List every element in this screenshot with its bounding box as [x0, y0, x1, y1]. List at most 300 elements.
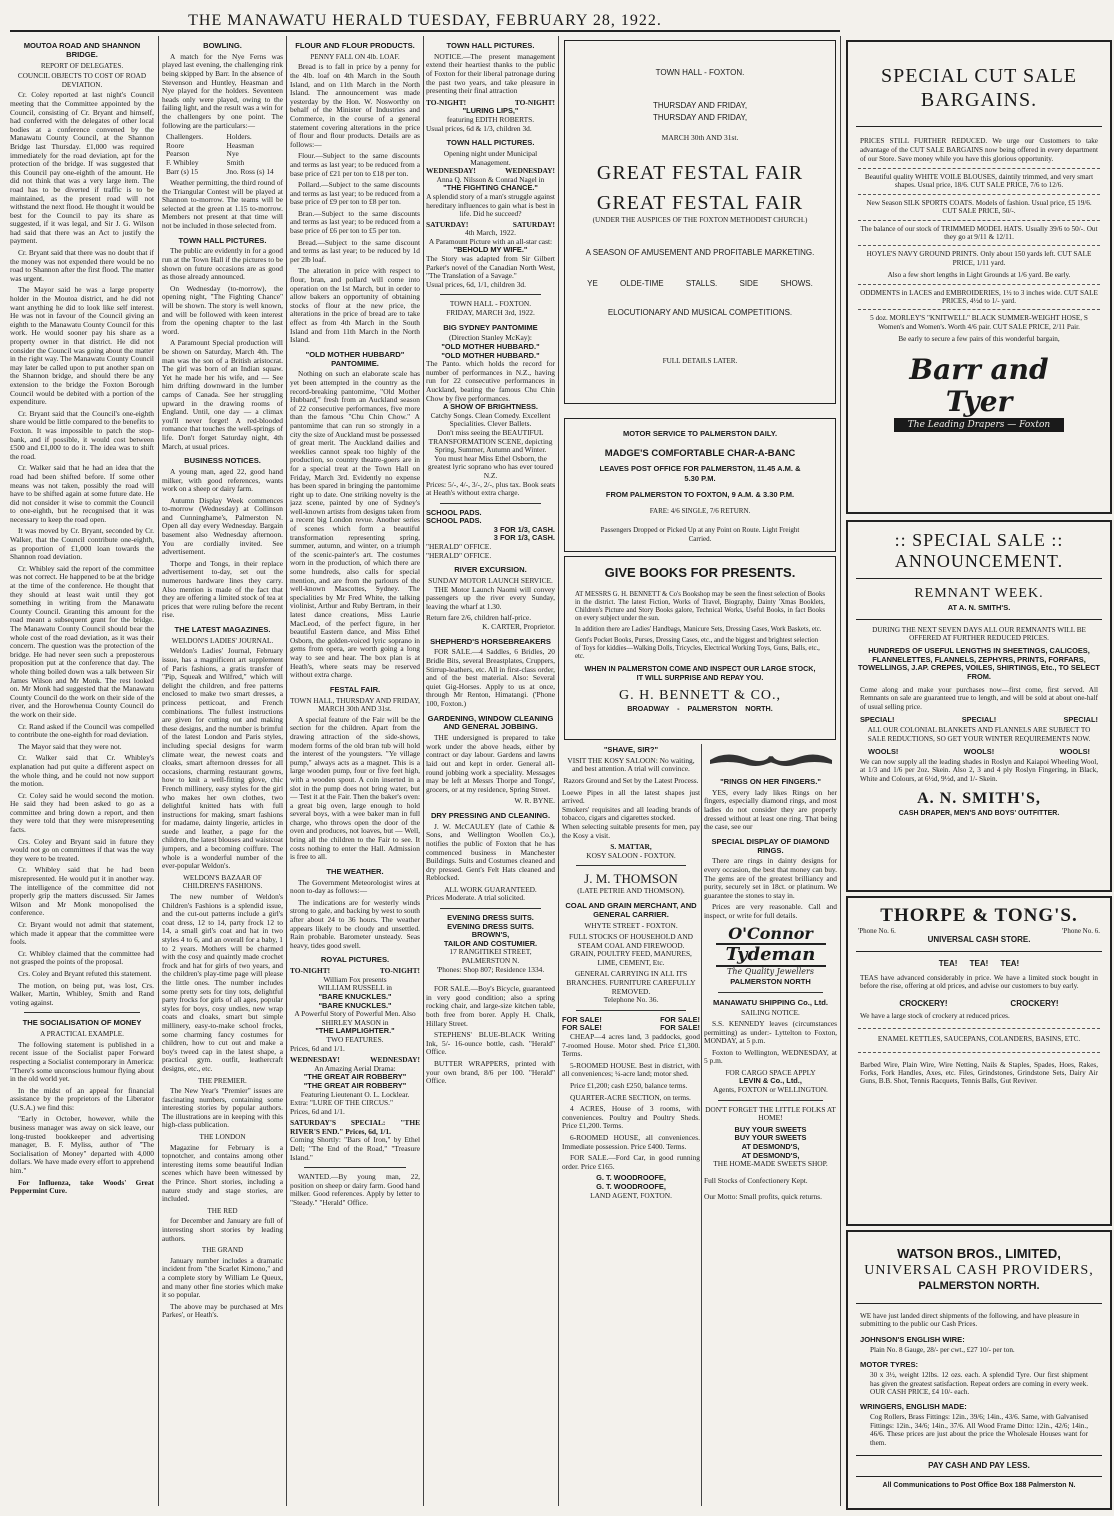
- headline: TOWN HALL PICTURES.: [446, 138, 535, 148]
- column-rule: [701, 744, 702, 1506]
- ad-line: All Communications to Post Office Box 188 Palmerston N.: [882, 1482, 1076, 1490]
- column-rule: [423, 36, 424, 1506]
- table-cell: Jno. Ross (s) 14: [226, 166, 274, 176]
- ad-line: LEAVES POST OFFICE FOR PALMERSTON, 11.45 A.M. & 5.30 P.M.: [599, 464, 801, 483]
- ad-text: CROCKERY!: [899, 998, 948, 1008]
- ad-title: UNIVERSAL CASH PROVIDERS,: [864, 1263, 1094, 1278]
- ad-line: Return fare 2/6, children half-price.: [426, 613, 532, 623]
- ad-line: K. CARTER, Proprietor.: [482, 622, 555, 632]
- divider: [576, 1010, 686, 1011]
- ad-line: WHYTE STREET - FOXTON.: [584, 920, 678, 930]
- ad-line: [858, 927, 1100, 935]
- ad-line: PAY CASH AND PAY LESS.: [928, 1461, 1030, 1471]
- paragraph: Cr. Coley said he would second the motion. He said they had been asked to go as a committee and bring down a report, and then they were told that they were misrepresenting facts.: [10, 790, 154, 835]
- ad-line: Opening night under Municipal Management.: [443, 148, 538, 167]
- divider: [576, 865, 686, 866]
- ad-line: MOTOR SERVICE TO PALMERSTON DAILY.: [622, 429, 778, 438]
- watson-bros-ad: [846, 1230, 1112, 1510]
- paragraph: DURING THE NEXT SEVEN DAYS ALL OUR REMNANTS WILL BE OFFERED AT FURTHER REDUCED PRICES.: [872, 626, 1086, 643]
- headline: THE SOCIALISATION OF MONEY: [22, 1018, 142, 1028]
- ad-line: SATURDAY'S SPECIAL: "THE RIVER'S END." Prices, 6d, 1/1.: [290, 1118, 420, 1136]
- books-ad: [564, 556, 836, 740]
- headline: TOWN HALL PICTURES.: [446, 41, 535, 50]
- paragraph: Cr. Rand asked if the Council was compelled to contribute the one-eighth for road deviation.: [10, 721, 154, 740]
- subhead: THE PREMIER.: [198, 1076, 247, 1085]
- paragraph: PRICES STILL FURTHER REDUCED. We urge our Customers to take advantage of the CUT SALE BARGAINS now being offered in every department of our Store. Save money while you have this glorious opportunity.: [860, 137, 1098, 163]
- table-cell: Pearson: [166, 149, 190, 159]
- divider: [440, 503, 541, 504]
- ad-line: THURSDAY AND FRIDAY,: [652, 101, 748, 110]
- paragraph: Plain No. 8 Gauge, 28/- per cwt., £27 10/- per ton.: [870, 1345, 1015, 1354]
- divider: [440, 979, 541, 980]
- paragraph: HOYLE'S NAVY GROUND PRINTS. Only about 150 yards left. CUT SALE PRICE, 1/11 yard.: [866, 250, 1092, 267]
- an-smith-ad: [846, 520, 1112, 892]
- paragraph: We can now supply all the leading shades in Roslyn and Kaiapoi Wheeling Wool, at 1/3 and 1/6 per 2oz. Skein. Also 2, 3 and 4 ply Roslyn Fingering, in Black, White and Colours, at 6½d, 9½d, and 1/- Skein.: [860, 758, 1098, 783]
- ad-line: BUY YOUR SWEETS: [734, 1133, 807, 1143]
- ad-line: Agents, FOXTON or WELLINGTON.: [713, 1085, 828, 1095]
- divider: [304, 1167, 406, 1168]
- paragraph: The balance of our stock of TRIMMED MODEL HATS. Usually 39/6 to 50/-. Out they go at 9/11 & 12/11.: [860, 224, 1098, 242]
- paragraph: FOR SALE.—Boy's Bicycle, guaranteed in very good condition; also a spring rocking chair, and large-size kitchen table, both free from borer. Apply H. Chalk, Hillary Street.: [426, 984, 555, 1028]
- ad-title: REMNANT WEEK.: [914, 586, 1044, 601]
- ad-title: SPECIAL CUT SALE: [880, 65, 1078, 87]
- paragraph: "Early in October, however, while the business manager was away on sick leave, our long-trusted bookkeeper and advertising manager, B. F. Myliss, author of "The Socialisation of Money" departed with 4,000 dollars. We have made every effort to apprehend him.": [10, 1114, 154, 1176]
- paragraph: HUNDREDS OF USEFUL LENGTHS IN SHEETINGS, CALICOES, FLANNELETTES, FLANNELS, ZEPHYRS, PRINTS, FORFARS, TOWELLINGS, J.AP. CREPES, VOILES, SHIRTINGS, Etc., TO SELECT FROM.: [858, 645, 1100, 682]
- paragraph: FOR SALE.—4 Saddles, 6 Bridles, 20 Bridle Bits, several Breastplates, Cruppers, Stirrup-leathers, etc. All in first-class order, and of the best material. Also: Several quiet Gig-Horses. Apply to us at once, through Mr Renton, Himatangi. ('Phone 100, Foxton.): [426, 647, 555, 708]
- ad-title: G. H. BENNETT & CO.,: [618, 688, 782, 704]
- paragraph: Cr. Walker said that Cr. Whibley's explanation had put quite a different aspect on the whole thing, and he could not now support the motion.: [10, 753, 154, 789]
- paragraph: Cr. Bryant said that the Council's one-eighth share would be little compared to the benefits to Foxton. It was impossible to patch the stop-bank, and if possible, it would cost between £500 and £1,000 to do it. The idea was to shift the road.: [10, 408, 154, 461]
- ad-title: PALMERSTON NORTH.: [918, 1280, 1040, 1292]
- logo-text: O'Connor: [728, 923, 813, 943]
- divider: [718, 1100, 823, 1101]
- divider: [858, 220, 1100, 221]
- ad-text: WEDNESDAY!: [290, 1055, 340, 1065]
- paragraph: YES, every lady likes Rings on her fingers, especially diamond rings, and most ladies do not consider they are properly dressed without at least one ring. That being the case, see our: [704, 787, 837, 832]
- paragraph: ENAMEL KETTLES, SAUCEPANS, COLANDERS, BASINS, ETC.: [877, 1035, 1081, 1044]
- ad-line: An Amazing Aerial Drama:: [314, 1063, 396, 1073]
- ad-text: 'Phone No. 6.: [858, 927, 896, 935]
- paragraph: Cr. Bryant said that there was no doubt that if the money was not expended there would be no road to Shannon after the first flood. The matter was urgent.: [10, 248, 154, 283]
- paragraph: A young man, aged 22, good hand milker, with good references, wants work on a sheep or dairy farm.: [162, 466, 283, 494]
- headline: THE WEATHER.: [326, 866, 384, 876]
- ad-text: FOR SALE!: [660, 1014, 700, 1024]
- paragraph: 5 doz. MORLEY'S "KNITWELL" BLACK SUMMER-WEIGHT HOSE, S Women's and Women's. Worth 4/6 pair. CUT SALE PRICE, 2/11 Pair.: [870, 314, 1088, 331]
- table-cell: Heasman: [226, 140, 254, 150]
- oconnor-tydeman-logo: [716, 925, 826, 987]
- paragraph: Flour.—Subject to the same discounts and terms as last year; to be reduced from a base price of £21 per ton to £18 per ton.: [290, 151, 420, 178]
- table-cell: Barr (s) 15: [166, 166, 199, 176]
- paragraph: On Wednesday (to-morrow), the opening night, "The Fighting Chance" will be shown. The story is well known, and will be followed with keen interest from the opening chapter to the last word.: [162, 283, 283, 336]
- paragraph: CHEAP—4 acres land, 3 paddocks, good 7-roomed House. Motor shed. Price £1,300. Terms.: [562, 1032, 700, 1059]
- ad-line: GENERAL CARRYING IN ALL ITS BRANCHES. FURNITURE CAREFULLY REMOVED.: [566, 969, 696, 996]
- paragraph: For Influenza, take Woods' Great Peppermint Cure.: [10, 1177, 154, 1196]
- barr-tyer-ad: [846, 40, 1112, 514]
- ad-text: WEDNESDAY!: [505, 166, 555, 176]
- ad-line: You must hear Miss Ethel Osborn, the greatest lyric soprano who has ever toured N.Z.: [427, 453, 554, 480]
- ad-line: KOSY SALOON - FOXTON.: [586, 850, 676, 860]
- headline: BUSINESS NOTICES.: [184, 456, 261, 466]
- ad-line: BUY YOUR SWEETS: [734, 1124, 807, 1134]
- ad-line: The Panto. which holds the record for number of performances in N.Z., having run for 22 consecutive performances in Auckland, beating the famous Chu Chin Chow by five performances.: [426, 359, 555, 403]
- paragraph: The public are evidently in for a good run at the Town Hall if the pictures to be shown on future occasions are as good as those already announced.: [162, 246, 283, 282]
- ad-line: "HERALD" OFFICE.: [426, 542, 492, 552]
- ad-line: TOWN HALL - FOXTON.: [655, 68, 745, 77]
- logo-text: Tydeman: [716, 943, 826, 967]
- paragraph: Autumn Display Week commences to-morrow (Wednesday) at Collinson and Cunninghame's, Palmerston N. Open all day every Wednesday. Bargain basement also Wednesday afternoon. You are cordially invited. See advertisement.: [162, 495, 283, 557]
- ad-line: A SEASON OF AMUSEMENT AND PROFITABLE MARKETING.: [585, 248, 815, 257]
- paragraph: for December and January are full of interesting short stories by leading authors.: [162, 1216, 283, 1243]
- paragraph: There are rings in dainty designs for every occasion, the best that money can buy. The gems are of the greatest brilliancy and purity, securely set in 18ct. or platinum. We guarantee the stones to stay in.: [704, 856, 837, 900]
- motor-service-ad: [564, 418, 836, 552]
- headline: SHEPHERD'S HORSEBREAKERS: [430, 636, 551, 646]
- ad-line: EVENING DRESS SUITS.: [447, 913, 534, 923]
- ad-text: SPECIAL!: [860, 715, 895, 725]
- headline: ROYAL PICTURES.: [320, 955, 390, 965]
- paragraph: Cr. Whibley said that he had been misrepresented. He would put it in another way. The intelligence of the committee did not properly grip the matters discussed. Sir James Wilson and Mr Monk monopolised the conference.: [10, 865, 154, 918]
- paragraph: We have a large stock of crockery at reduced prices.: [860, 1011, 1010, 1020]
- ad-line: AT A. N. SMITH'S.: [947, 603, 1011, 612]
- ad-line: Razors Ground and Set by the Latest Process.: [563, 775, 699, 785]
- logo-text: The Leading Drapers — Foxton: [894, 418, 1064, 432]
- ad-line: [860, 715, 1098, 724]
- paragraph: 6-ROOMED HOUSE, all conveniences. Immediate possession. Price £400. Terms.: [562, 1132, 700, 1151]
- paragraph: THE Motor Launch Naomi will convey passengers up the river every Sunday, leaving the wharf at 1.30.: [426, 584, 555, 611]
- ad-line: Loewe Pipes in all the latest shapes just arrived.: [562, 787, 700, 806]
- headline: FESTAL FAIR.: [329, 684, 381, 694]
- ad-text: TO-NIGHT!: [514, 97, 555, 107]
- subhead: WELDON'S LADIES' JOURNAL.: [171, 636, 274, 645]
- ad-text: FOR SALE!: [562, 1023, 602, 1033]
- ad-line: FROM PALMERSTON TO FOXTON, 9 A.M. & 3.30 P.M.: [605, 490, 795, 499]
- paragraph: AT MESSRS G. H. BENNETT & Co's Bookshop may be seen the finest selection of Books in the district. The latest Fiction, Works of Travel, Biography, Dainty 'Xmas Booklets, Children's Picture and Story Books galore, Technical Works, Useful Books, in fact Books on every subject under the sun.: [575, 591, 825, 622]
- column-rule: [286, 36, 287, 1506]
- ad-text: SATURDAY!: [512, 219, 555, 229]
- ad-text: SPECIAL!: [1063, 715, 1098, 725]
- ad-text: TO-NIGHT!: [379, 966, 420, 976]
- column-1: [10, 36, 154, 1506]
- ad-title: MADGE'S COMFORTABLE CHAR-A-BANC: [604, 448, 796, 459]
- paragraph: ODDMENTS in LACES and EMBROIDERIES, 1½ to 3 inches wide. CUT SALE PRICES, 4½d to 1/- yard.: [860, 288, 1098, 306]
- paragraph: Bread is to fall in price by a penny for the 4lb. loaf on 4th March in the South Island, and on 11th March in the North Island. The announcement was made yesterday by the Hon. W. Nosworthy on behalf of the Minister of Industries and Commerce, in the course of a general statement covering alterations in the price of flour and flour products. Details are as follows:—: [290, 62, 420, 149]
- ad-line: Featuring Lieutenant O. L. Locklear.: [300, 1089, 410, 1099]
- ad-title: ANNOUNCEMENT.: [894, 551, 1064, 571]
- ad-line: "THE GREAT AIR ROBBERY": [303, 1072, 407, 1082]
- paragraph: Bran.—Subject to the same discounts and terms as last year; to be reduced from a base price of £6 per ton to £5 per ton.: [290, 208, 420, 236]
- paragraph: WHEN IN PALMERSTON COME AND INSPECT OUR LARGE STOCK, IT WILL SURPRISE AND REPAY YOU.: [584, 664, 816, 682]
- divider: [858, 194, 1100, 195]
- ad-line: "BARE KNUCKLES.": [318, 991, 392, 1001]
- column-rule: [558, 36, 559, 1506]
- ad-line: AT DESMOND'S,: [741, 1150, 800, 1160]
- table-cell: F. Whibley: [166, 157, 199, 167]
- paragraph: Price £1,200; cash £250, balance terms.: [570, 1081, 688, 1091]
- paragraph: 5-ROOMED HOUSE. Best in district, with all conveniences; ¼-acre land; motor shed.: [562, 1060, 700, 1079]
- column-rule: [158, 36, 159, 1506]
- paragraph: New Season SILK SPORTS COATS. Models of fashion. Usual price, £5 19/6. CUT SALE PRICE, 50/-.: [866, 198, 1092, 216]
- paragraph: 4 ACRES, House of 3 rooms, with conveniences. Poultry and Poultry Sheds. Price £1,200. Terms.: [562, 1104, 700, 1131]
- paragraph: 30 x 3½, weight 12lbs. 12 ozs. each. A splendid Tyre. Our first shipment has given the greatest satisfaction. Repeat orders are coming in every week. OUR CASH PRICE, £4 10/- each.: [870, 1371, 1088, 1397]
- ad-line: 4th March, 1922.: [465, 228, 516, 238]
- ad-line: LAND AGENT, FOXTON.: [590, 1190, 672, 1200]
- headline: BOWLING.: [203, 41, 242, 50]
- ad-line: MOTOR TYRES:: [860, 1360, 919, 1370]
- ad-line: THURSDAY AND FRIDAY,: [652, 113, 748, 122]
- table-cell: Smith: [226, 157, 245, 167]
- headline: "RINGS ON HER FINGERS.": [720, 777, 821, 786]
- paragraph: Prices are very reasonable. Call and inspect, or write for full details.: [704, 902, 837, 920]
- paragraph: The alteration in price with respect to flour, bran, and pollard will come into operation on the 1st March, but in order to allow bakers an opportunity of obtaining stocks of flour at the new price, the alterations in the price of bread are to take effect as from 4th March in the South Island and from 11th March in the North Island.: [290, 266, 420, 345]
- ad-title: WATSON BROS., LIMITED,: [897, 1246, 1061, 1261]
- paragraph: The Mayor said he was a large property holder in the Moutoa district, and he did not want anything he did to look like self interest. He was not in favour of the Council giving an eighth to the Manawatu County Council for this work. He would sooner pay his share as a property owner in that district. He did not consider the Council was going about the matter in the right way. The Manawatu County Council may later be called upon to put another span on the Shannon bridge, and should there be any extension to the bridge the Foxton Borough Council would be debited with a portion of the expenditure.: [10, 285, 154, 407]
- ad-line: JOHNSON'S ENGLISH WIRE:: [860, 1334, 965, 1344]
- paragraph: Pollard.—Subject to the same discounts and terms as last year; to be reduced from a base price of £9 per ton to £8 per ton.: [290, 180, 420, 207]
- divider: [858, 1028, 1100, 1029]
- ad-line: William Fox presents: [323, 974, 387, 984]
- paragraph: The New Year's "Premier" issues are fascinating numbers, containing some interesting stories by popular authors. The illustrations are in keeping with this high-class publication.: [162, 1086, 283, 1130]
- paragraph: QUARTER-ACRE SECTION, on terms.: [570, 1092, 691, 1102]
- column-4: [426, 36, 555, 1506]
- ad-line: Full Stocks of Confectionery Kept.: [704, 1175, 808, 1185]
- ad-text: FOR SALE!: [562, 1014, 602, 1024]
- paragraph: Be early to secure a few pairs of this wonderful bargain,: [898, 335, 1060, 344]
- subhead: WELDON'S BAZAAR OF CHILDREN'S FASHIONS.: [182, 873, 263, 891]
- ad-line: THE HOME-MADE SWEETS SHOP.: [713, 1159, 828, 1169]
- ad-text: 'Phone No. 6.: [1062, 927, 1100, 935]
- ad-line: BROWN'S,: [471, 930, 510, 940]
- paragraph: STEPHENS' BLUE-BLACK Writing Ink, 5/- 16-ounce bottle, cash. "Herald" Office.: [426, 1030, 555, 1057]
- logo-text: PALMERSTON NORTH: [730, 976, 811, 986]
- paragraph: The motion, on being put, was lost, Crs. Walker, Martin, Whibley, Smith and Rand voting against.: [10, 980, 154, 1007]
- paragraph: Cr. Bryant would not admit that statement, which made it appear that the committee were fools.: [10, 920, 154, 947]
- table-cell: Challengers.: [166, 132, 204, 142]
- ad-title: GREAT FESTAL FAIR: [596, 192, 804, 214]
- ad-line: BROADWAY - PALMERSTON NORTH.: [627, 704, 773, 714]
- ad-line: Anna Q. Nilsson & Conrad Nagel in: [436, 174, 545, 184]
- ad-line: [868, 747, 1090, 756]
- ad-line: Telephone No. 36.: [603, 995, 659, 1005]
- ad-line: Our Motto: Small profits, quick returns.: [704, 1192, 823, 1202]
- headline: "SHAVE, SIR?": [603, 745, 659, 754]
- hand-rings-icon: [706, 746, 836, 772]
- ad-line: UNIVERSAL CASH STORE.: [927, 935, 1031, 944]
- ad-line: "BEHOLD MY WIFE.": [453, 245, 528, 255]
- ad-text: WEDNESDAY!: [370, 1055, 420, 1065]
- headline: TOWN HALL PICTURES.: [178, 235, 267, 245]
- ad-line: A SHOW OF BRIGHTNESS.: [443, 402, 538, 412]
- ad-line: "LURING LIPS,": [462, 106, 519, 116]
- subhead: THE RED: [207, 1206, 238, 1215]
- ad-line: The Story was adapted from Sir Gilbert Parker's novel of the Canadian North West, "The Translation of a Savage.": [426, 254, 555, 281]
- ad-line: Smokers' requisites and all leading brands of tobacco, cigars and cigarettes stocked.: [562, 804, 700, 823]
- ad-line: FULL STOCKS OF HOUSEHOLD AND STEAM COAL AND FIREWOOD.: [568, 932, 693, 950]
- ad-line: W. R. BYNE.: [514, 796, 555, 806]
- ad-line: Extra: "LURE OF THE CIRCUS.": [290, 1098, 394, 1108]
- ad-line: When selecting suitable presents for men, pay the Kosy a visit.: [562, 821, 700, 840]
- paragraph: WANTED.—By young man, 22, position on sheep or dairy farm. Good hand milker. Good references. Apply by letter to "Steady." "Herald" Office.: [290, 1172, 420, 1208]
- paragraph: ALL OUR COLONIAL BLANKETS AND FLANNELS ARE SUBJECT TO SALE REDUCTIONS, SO GET YOUR WINTER REQUIREMENTS NOW.: [867, 726, 1091, 743]
- ad-line: FRIDAY, MARCH 3rd, 1922.: [446, 308, 535, 318]
- paragraph: Cr. Walker said that he had an idea that the road had been shifted before. If some other means was not taken, possibly the road will have to be shifted again at some future date. He did not consider it wise to commit the Council to one-eighth, but he recognised that it was necessary to keep the road open.: [10, 463, 154, 524]
- paragraph: NOTICE.—The present management extend their heartiest thanks to the public of Foxton for their liberal patronage during the past two years, and take pleasure in presenting their final attraction: [426, 51, 555, 96]
- headline: THE LATEST MAGAZINES.: [174, 625, 271, 635]
- divider: [440, 908, 541, 909]
- paragraph: S.S. KENNEDY leaves (circumstances permitting) as under:- Lyttelton to Foxton, MONDAY, at 5 p.m.: [704, 1018, 837, 1046]
- ad-line: "BARE KNUCKLES.": [318, 1000, 392, 1010]
- divider: [24, 1012, 140, 1013]
- paragraph: Barbed Wire, Plain Wire, Wire Netting, Nails & Staples, Spades, Hoes, Rakes, Forks, Fork Handles, Axes, etc. Files, Grindstones, Grindstone Sets, Dairy Air Guns, B.B. Shot, Tennis Racquets, Tennis Balls, Gut Reviver.: [860, 1060, 1098, 1086]
- ad-line: ELOCUTIONARY AND MUSICAL COMPETITIONS.: [607, 308, 793, 317]
- table-cell: Roore: [166, 140, 185, 150]
- paragraph: The indications are for westerly winds strong to gale, and backing by west to south after about 24 to 36 hours. The weather appears likely to be cloudy and unsettled. Rain probable. Barometer unsteady. Seas heavy, tides good swell.: [290, 897, 420, 950]
- ad-line: "THE FIGHTING CHANCE.": [443, 183, 538, 193]
- paragraph: The Mayor said that they were not.: [18, 741, 122, 751]
- ad-line: "THE GREAT AIR ROBBERY": [303, 1080, 407, 1090]
- ad-line: LEVIN & Co., Ltd.,: [739, 1076, 802, 1086]
- ad-line: Prices, 6d and 1/1.: [290, 1043, 345, 1053]
- ad-title: GIVE BOOKS FOR PRESENTS.: [604, 565, 796, 580]
- ad-line: 3 FOR 1/3, CASH.: [493, 533, 555, 543]
- subhead: TOWN HALL, THURSDAY AND FRIDAY, MARCH 30th AND 31st.: [290, 696, 420, 714]
- paragraph: In addition there are Ladies' Handbags, Manicure Sets, Dressing Cases, Work Baskets, etc.: [575, 626, 822, 633]
- table-cell: Nye: [226, 149, 239, 159]
- ad-text: SPECIAL!: [961, 715, 997, 725]
- ad-line: "THE LAMPLIGHTER.": [315, 1026, 395, 1036]
- thorpe-tongs-ad: [846, 896, 1112, 1226]
- ad-text: TO-NIGHT!: [290, 966, 331, 976]
- paragraph: Cr. Coley reported at last night's Council meeting that the Committee appointed by the Council, consisting of Cr. Bryant and himself, had conferred with the delegates of other local bodies at a conference convened by the Manawatu County Council, at the Shannon Bridge last Thursday. £1,000 was required immediately for the road deviation, apt for the protection of the bridge. If was suggested that this Council pay one-eighth of the amount. He did not think that was a very large item. The road has to be diverted if traffic is to be maintained, as the present road will not withstand the next flood. He thought it would be best for the Council to pay its share as suggested, if it was legal, and Sir J. G. Wilson had said that there was an Act to justify the payment.: [10, 90, 154, 246]
- ad-text: WEDNESDAY!: [426, 166, 476, 176]
- ad-text: WOOLS!: [868, 747, 899, 757]
- ad-line: Prices Moderate. A trial solicited.: [426, 893, 525, 903]
- ad-line: "OLD MOTHER HUBBARD.": [441, 342, 540, 352]
- ad-line: GRAIN, POULTRY FEED, MANURES, LIME, CEMENT, Etc.: [570, 949, 692, 967]
- ad-line: A Paramount Picture with an all-star cast:: [428, 236, 553, 246]
- ad-line: YE OLDE-TIME STALLS. SIDE SHOWS.: [587, 279, 813, 288]
- paragraph: Cr. Whibley said the report of the committee was not correct. He happened to be at the bridge at the time of the conference. He thought that they should at least wait until they got something in writing from the Manawatu County Council. Granting this amount for the road meant a subsequent grant for the bridge. The Manawatu County Council should bear the whole cost of the road deviation, as it was their concern. The question was the protection of the bridge. He had never seen such a preposterous proposition put at the conference that day. The whole thing boiled down was a talk between Sir James Wilson and Mr Monk. The rest looked on. Mr Monk had suggested that the Manawatu County Council do the work on their side of the river, and the Horowhenua County Council do the work on their side.: [10, 563, 154, 719]
- ad-line: A Powerful Story of Powerful Men. Also SHIRLEY MASON in: [294, 1009, 416, 1027]
- ad-line: "HERALD" OFFICE.: [426, 550, 492, 560]
- headline: FLOUR AND FLOUR PRODUCTS.: [295, 41, 415, 50]
- ad-line: FARE: 4/6 SINGLE, 7/6 RETURN.: [649, 507, 751, 515]
- ad-line: Prices: 5/-, 4/-, 3/-, 2/-, plus tax. Book seats at Heath's without extra charge.: [426, 479, 555, 498]
- headline: MANAWATU SHIPPING Co., Ltd.: [712, 997, 829, 1007]
- headline: BIG SYDNEY PANTOMIME: [443, 322, 538, 332]
- ad-line: Coming Shortly: "Bars of Iron," by Ethel Dell; "The End of the Road," "Treasure Island.": [290, 1135, 420, 1162]
- paragraph: FOR SALE.—Ford Car, in good running order. Price £165.: [562, 1153, 700, 1171]
- ad-line: TWO FEATURES.: [326, 1034, 384, 1044]
- ad-line: FOR CARGO SPACE APPLY: [725, 1067, 816, 1077]
- ad-line: Prices, 6d and 1/1.: [290, 1106, 345, 1116]
- paragraph: Also a few short lengths in Light Grounds at 1/6 yard. Be early.: [887, 271, 1071, 280]
- column-3: [290, 36, 420, 1506]
- ad-title: BARGAINS.: [920, 89, 1038, 111]
- ad-text: CROCKERY!: [1010, 998, 1059, 1008]
- ad-line: (UNDER THE AUSPICES OF THE FOXTON METHODIST CHURCH.): [592, 216, 808, 224]
- ad-line: (LATE PETRIE AND THOMSON).: [577, 886, 685, 896]
- ad-title: :: SPECIAL SALE ::: [894, 530, 1064, 550]
- ad-line: SCHOOL PADS.: [426, 516, 482, 526]
- bowling-table: [166, 133, 283, 176]
- paragraph: A Paramount Special production will be shown on Saturday, March 4th. The man was the son of a British aristocrat. The girl was born of an Indian squaw. Yet he made her his wife, and — See him drifting downward in the lumber camps of Canada. See her struggling upward in the drawing rooms of England. Until, one day — a climax you'll never forget! A red-blooded romance that touches the well-springs of life. Don't forget Saturday night, 4th March, at usual prices.: [162, 338, 283, 451]
- paragraph: January number includes a dramatic incident from "the Scarlet Kimono," and a complete story by William Le Queux, and many other fine stories which make it so popular.: [162, 1255, 283, 1300]
- paragraph: Foxton to Wellington, WEDNESDAY, at 5 p.m.: [704, 1047, 837, 1066]
- ad-line: 'Phones: Shop 807; Residence 1334.: [436, 964, 545, 974]
- ad-line: Passengers Dropped or Picked Up at any Point on Route. Light Freight Carried.: [600, 526, 800, 543]
- paragraph: In the midst of an appeal for financial assistance by the proprietors of the Liberator (U.S.A.) we find this:: [10, 1085, 154, 1112]
- ad-line: ALL WORK GUARANTEED.: [444, 884, 537, 894]
- ad-line: FULL DETAILS LATER.: [662, 357, 738, 365]
- paragraph: Cr. Whibley claimed that the committee had not grasped the points of the proposal.: [10, 948, 154, 967]
- paragraph: Gent's Pocket Books, Purses, Dressing Cases, etc., and the biggest and brightest selection of Toys for kiddies—Walking Dolls, Tricycles, Electrical Working Toys, Guns, Balls, etc., etc.: [575, 637, 820, 660]
- paragraph: The above may be purchased at Mrs Parkes', or Heath's.: [162, 1301, 283, 1320]
- headline: RIVER EXCURSION.: [454, 565, 527, 575]
- ad-line: Don't miss seeing the BEAUTIFUL TRANSFORMATION SCENE, depicting Spring, Summer, Autumn and Winter.: [428, 427, 553, 455]
- newspaper-title: THE MANAWATU HERALD TUESDAY, FEBRUARY 28, 1922.: [188, 12, 662, 29]
- paragraph: WE have just landed direct shipments of the following, and have pleasure in submitting to the public our Cash Prices.: [860, 1312, 1080, 1329]
- column-rule: [840, 36, 841, 1506]
- paragraph: Crs. Coley and Bryant said in future they would not go on committees if that was the way they were to be treated.: [10, 836, 154, 863]
- headline: COAL AND GRAIN MERCHANT, AND GENERAL CARRIER.: [565, 900, 697, 919]
- paragraph: A special feature of the Fair will be the section for the children. Apart from the drawing attraction of the side-shows, modern forms of the old bran tub will hold the interest of the youngsters. "Ye village pump," always acts as a magnet. This is a large wooden pump, four or five feet high, with a wooden spout. A coin inserted in a slot in the pump does not bring water, but — Test it at the Fair. Then the baker's oven: a great big oven, large enough to hold several boys, with a wee baker man in full charge, who throws open the door of the oven and produces, not loaves, but — Well, bring all the children to the Fair to see. It costs nothing to enter the Hall. Admission is free to all.: [290, 714, 420, 862]
- ad-text: TO-NIGHT!: [426, 97, 467, 107]
- ad-line: VISIT THE KOSY SALOON: No waiting, and best attention. A trial will convince.: [567, 755, 695, 774]
- subhead: PENNY FALL ON 4lb. LOAF.: [310, 52, 400, 61]
- paragraph: Nothing on such an elaborate scale has yet been attempted in the country as the record-breaking pantomime, "Old Mother Hubbard," fresh from an Auckland season of 22 consecutive performances, five more than the famous "Chu Chin Chow." A pantomime that can run so strongly in a city the size of Auckland must be possessed of great merit. The Auckland dailies and weeklies cannot speak too highly of the production, so country theatre-goers are in for a special treat at the Town Hall on Friday, March 3rd. Evidently no expense has been spared in bringing the pantomime right up to date. One striking novelty is the jazz scene, painted by one of Sydney's well-known artists from designs taken from a recent big London revue. Another series of scenes which form a beautiful transformation representing spring, summer, autumn, and winter, on a triumph of the scenic-painter's art. The costumes worn in the production, of which there are some hundreds, also calls for special mention, and are from the parlours of the well-known Mascottes, Sydney. The specialities by Mr Fred White, the talking violinist, Arthur and Ruby Bertram, in their latest dance creations, Miss Laurie MacLeod, of the perfect figure, in her beautiful Eastern dance, and Miss Ethel Osborn, the golden-voiced lyric soprano in gems from opera, are worth going a long way to see and hear. The box plan is at Heath's, where seats may be reserved without extra charge.: [290, 369, 420, 680]
- paragraph: Thorpe and Tongs, in their replace advertisement to-day, set out the numerous hardware lines they carry. Also mention is made of the fact that they are offering a limited stock of tea at prices that were ruling before the recent rise.: [162, 558, 283, 620]
- paragraph: Come along and make your purchases now—first come, first served. All Remnants on sale are guaranteed true to length, and will be sold at about one-half of usual selling price.: [860, 686, 1098, 711]
- headline: "OLD MOTHER HUBBARD" PANTOMIME.: [305, 349, 405, 368]
- ad-text: WOOLS!: [963, 747, 995, 757]
- ad-line: TOWN HALL - FOXTON.: [449, 299, 532, 309]
- headline: SPECIAL DISPLAY OF DIAMOND RINGS.: [711, 836, 830, 855]
- ad-line: TEA! TEA! TEA!: [938, 959, 1020, 968]
- paragraph: It was moved by Cr. Bryant, seconded by Cr. Walker, that the Council contribute one-eighth, as proportion of £1,000 loan towards the Shannon road deviation.: [10, 526, 154, 562]
- column-5: [562, 744, 700, 1506]
- ad-line: (Direction Stanley McKay):: [449, 333, 532, 343]
- ad-line: TAILOR AND COSTUMIER.: [443, 938, 538, 948]
- paragraph: Weldon's Ladies' Journal, February issue, has a magnificent art supplement of Paris fashions, a gratis transfer of "Pip, Squeak and Wilfred," which will delight the children, and free patterns enclosed to make two smart dresses, a princess petticoat, and French combinations. The fullest instructions are given for cutting out and making these designs, and the number is brimful of the latest London and Paris styles, including special designs for warm climate wear, the newest coats and cloaks, smart afternoon dresses for all occasions, charming restaurant gowns, how to knit a well-fitting glove, chic French millinery, easy styles for the girl who makes her own clothes, two delightful knitted hats with full instructions for making, smart fashions for madame, dainty lingerie, articles in suede and leather, a page for the children, the latest blouses and waistcoat jumpers, and a becoming coiffure. The whole is a wonderful number of the ever-popular Weldon's.: [162, 646, 283, 871]
- ad-line: SCHOOL PADS.: [426, 507, 482, 517]
- ad-line: MARCH 30th AND 31st.: [661, 133, 739, 142]
- ad-line: 17 RANGITIKEI STREET, PALMERSTON N.: [449, 947, 532, 966]
- paragraph: THE undersigned is prepared to take work under the above heads, either by contract or day labour. Gardens and lawns laid out and kept in order. General all-round jobbing work a speciality. Messages may be left at Messrs Thorpe and Tongs', grocers, or at my residence, Spring Street.: [426, 733, 555, 794]
- ad-line: featuring EDITH ROBERTS.: [446, 114, 535, 124]
- ad-text: SATURDAY!: [426, 219, 469, 229]
- ad-line: A splendid story of a man's struggle against hereditary influences to gain what is best in life. Did he succeed?: [426, 191, 555, 219]
- headline: DRY PRESSING AND CLEANING.: [430, 810, 551, 820]
- ad-line: G. T. WOODROOFE,: [596, 1181, 666, 1191]
- ad-line: SUNDAY MOTOR LAUNCH SERVICE.: [428, 576, 553, 586]
- paragraph: Bread.—Subject to the same discount and terms as last year; to be reduced by 1d per 2lb loaf.: [290, 237, 420, 264]
- subhead: THE LONDON: [199, 1133, 246, 1142]
- divider: [858, 245, 1100, 246]
- ad-line: Usual prices, 6d & 1/3, children 3d.: [426, 123, 532, 133]
- paragraph: TEAS have advanced considerably in price. We have a limited stock bought in before the rise, offering at old prices, and advise our customers to buy early.: [860, 974, 1098, 991]
- ad-line: DON'T FORGET THE LITTLE FOLKS AT HOME!: [705, 1104, 836, 1123]
- paragraph: BUTTER WRAPPERS, printed with your own brand, 8/6 per 100. "Herald" Office.: [426, 1058, 555, 1086]
- subhead: REPORT OF DELEGATES.: [40, 61, 124, 70]
- ad-line: EVENING DRESS SUITS.: [447, 921, 534, 931]
- paragraph: A match for the Nye Ferns was played last evening, the challenging rink being skipped by Barr. In the absence of Stevenson and Huntley, Heasman and Nye played for the holders. Seventeen heads only were played, owing to the failing light, and the result was a win for the challengers by one point. The following are the particulars:—: [162, 51, 283, 130]
- ad-title: GREAT FESTAL FAIR: [596, 162, 804, 184]
- column-6: [704, 744, 837, 1506]
- ad-line: AT DESMOND'S,: [741, 1142, 800, 1152]
- ad-line: Usual prices, 6d, 1/1, children 3d.: [426, 279, 526, 289]
- paragraph: Cog Rollers, Brass Fittings: 12in., 39/6; 14in., 43/6. Same, with Galvanised Fittings: 12in., 34/6; 14in., 37/6. All Wood Frame Ditto: 12in., 42/6; 14in., 46/6. These prices are just about the price the Wholesale Houses want for them.: [870, 1413, 1088, 1447]
- divider: [858, 309, 1100, 310]
- festal-fair-ad: [564, 40, 836, 404]
